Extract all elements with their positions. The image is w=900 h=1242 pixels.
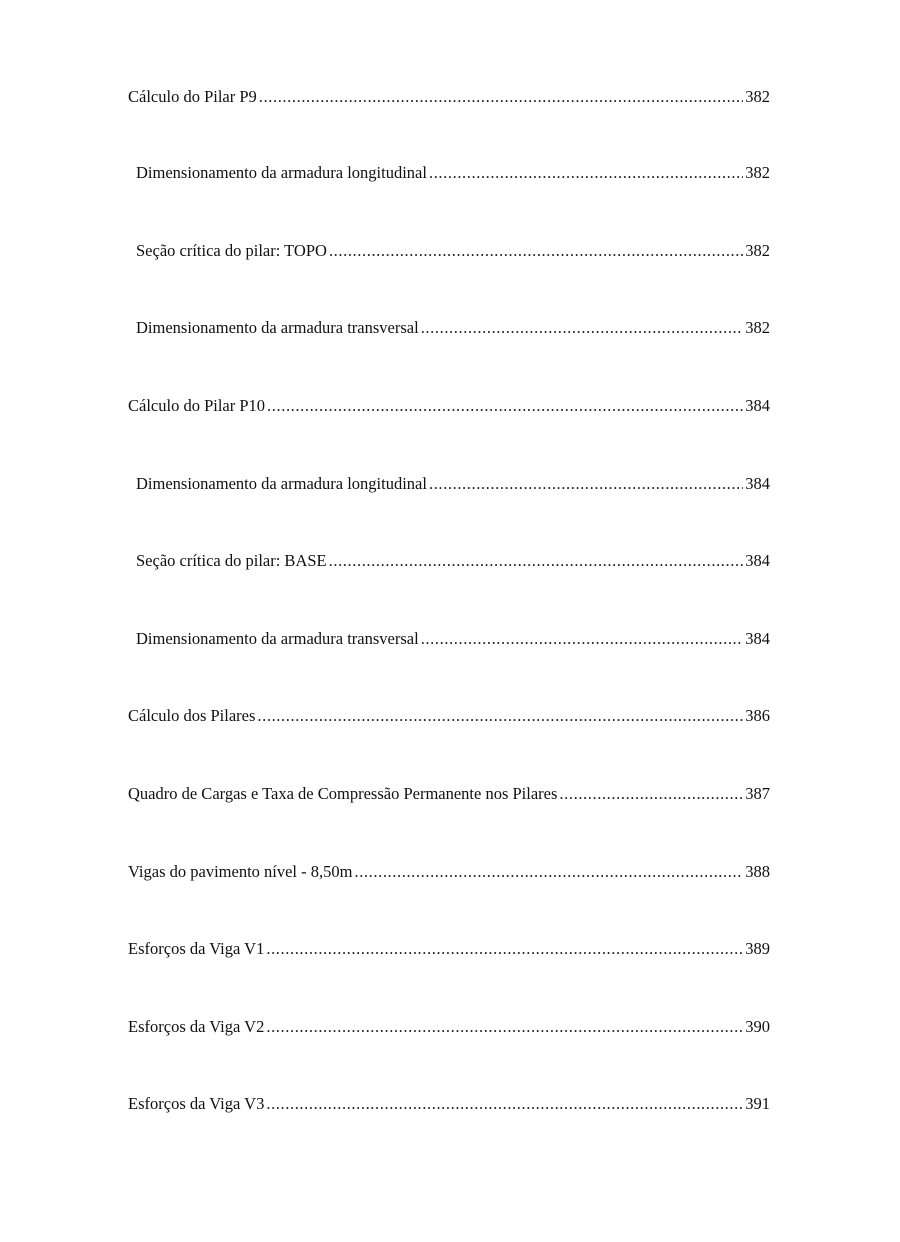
toc-entry-page: 382 xyxy=(745,163,770,182)
toc-entry-page: 388 xyxy=(745,862,770,881)
toc-entry-page: 387 xyxy=(745,784,770,803)
dot-leader xyxy=(429,162,743,184)
toc-entry-title: Dimensionamento da armadura longitudinal xyxy=(136,474,427,493)
toc-entry[interactable] xyxy=(128,938,770,960)
toc-entry[interactable] xyxy=(136,473,770,495)
toc-entry-title: Cálculo dos Pilares xyxy=(128,706,256,725)
toc-entry[interactable] xyxy=(128,705,770,727)
toc-entry-title: Esforços da Viga V3 xyxy=(128,1094,265,1113)
toc-entry-title: Cálculo do Pilar P9 xyxy=(128,87,257,106)
dot-leader xyxy=(329,550,744,572)
toc-entry[interactable] xyxy=(128,1016,770,1038)
toc-entry-page: 384 xyxy=(745,551,770,570)
toc-entry[interactable] xyxy=(136,317,770,339)
toc-entry-title: Quadro de Cargas e Taxa de Compressão Permanente nos Pilares xyxy=(128,784,558,803)
toc-entry[interactable] xyxy=(136,162,770,184)
toc-entry-title: Cálculo do Pilar P10 xyxy=(128,396,266,415)
dot-leader xyxy=(267,395,743,417)
toc-entry-page: 382 xyxy=(745,241,770,260)
toc-entry[interactable] xyxy=(136,550,770,572)
dot-leader xyxy=(329,240,743,262)
toc-entry-page: 384 xyxy=(745,396,770,415)
toc-entry[interactable] xyxy=(128,783,770,805)
dot-leader xyxy=(559,783,743,805)
dot-leader xyxy=(429,473,743,495)
toc-entry-title: Vigas do pavimento nível - 8,50m xyxy=(128,862,353,881)
dot-leader xyxy=(266,938,743,960)
toc-entry[interactable] xyxy=(136,628,770,650)
toc-entry[interactable] xyxy=(128,861,770,883)
toc-entry-page: 390 xyxy=(745,1017,770,1036)
dot-leader xyxy=(421,628,744,650)
toc-entry[interactable] xyxy=(136,240,770,262)
dot-leader xyxy=(266,1093,743,1115)
dot-leader xyxy=(257,705,743,727)
toc-entry-title: Esforços da Viga V1 xyxy=(128,939,265,958)
toc-entry[interactable] xyxy=(128,395,770,417)
toc-entry-page: 382 xyxy=(745,318,770,337)
dot-leader xyxy=(266,1016,743,1038)
toc-entry-page: 389 xyxy=(745,939,770,958)
toc-entry-page: 384 xyxy=(745,629,770,648)
dot-leader xyxy=(354,861,743,883)
dot-leader xyxy=(421,317,744,339)
toc-entry[interactable] xyxy=(128,1093,770,1115)
dot-leader xyxy=(259,86,743,108)
toc-entry-title: Dimensionamento da armadura transversal xyxy=(136,318,419,337)
toc-entry[interactable] xyxy=(128,86,770,108)
toc-entry-title: Dimensionamento da armadura longitudinal xyxy=(136,163,427,182)
toc-entry-page: 386 xyxy=(745,706,770,725)
toc-entry-title: Seção crítica do pilar: TOPO xyxy=(136,241,327,260)
toc-entry-title: Dimensionamento da armadura transversal xyxy=(136,629,419,648)
toc-entry-title: Seção crítica do pilar: BASE xyxy=(136,551,327,570)
toc-entry-page: 382 xyxy=(745,87,770,106)
toc-entry-page: 384 xyxy=(745,474,770,493)
toc-entry-page: 391 xyxy=(745,1094,770,1113)
toc-entry-title: Esforços da Viga V2 xyxy=(128,1017,265,1036)
